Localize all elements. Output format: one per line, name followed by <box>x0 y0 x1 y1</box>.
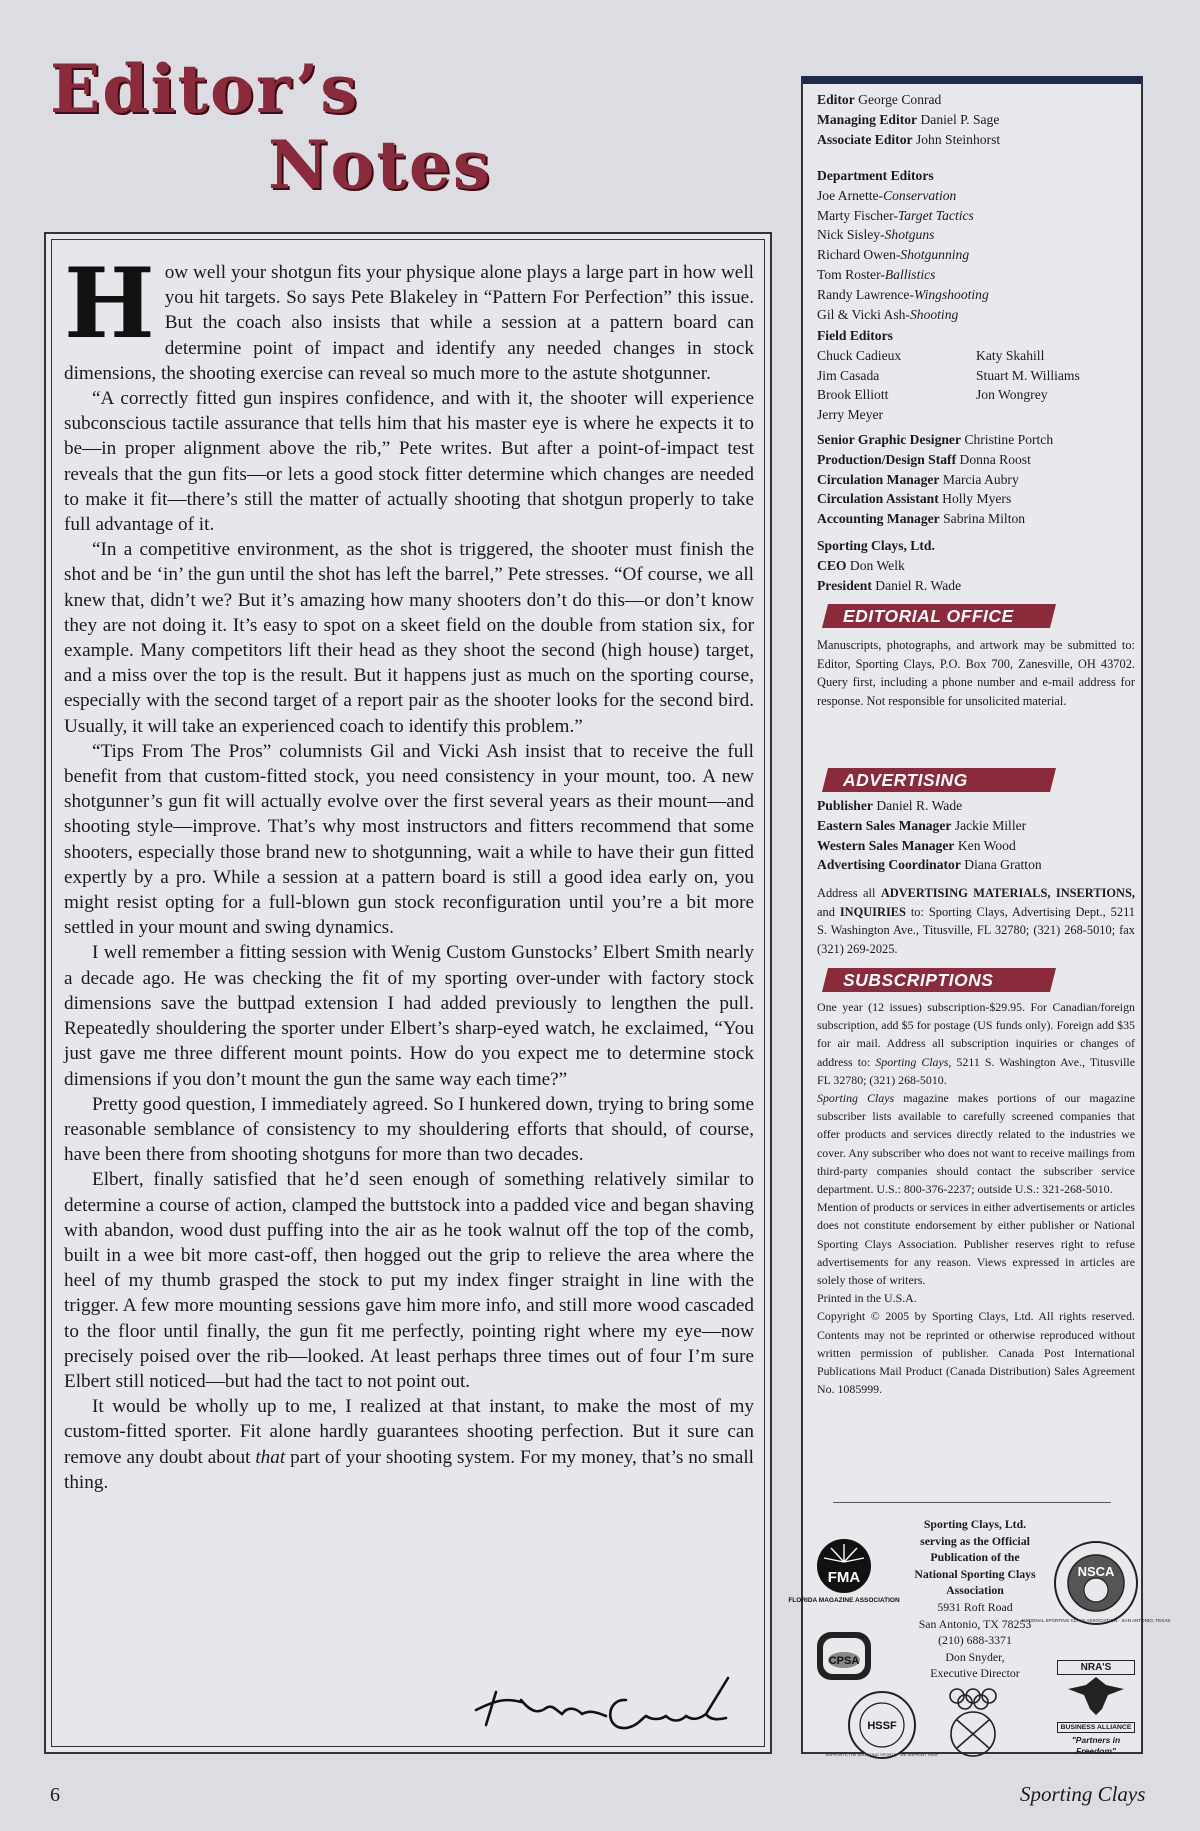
editorial-office-text: Manuscripts, photographs, and artwork may be submitted to: Editor, Sporting Clays, P.O. Box 700, Zanesville, OH 43702. Query first, including a phone number and e-mail address for response. Not responsible for unsolicited material. <box>817 638 1135 708</box>
cpsa-logo <box>815 1630 873 1682</box>
nsca-logo <box>1021 1540 1171 1626</box>
eagle-icon <box>1066 1675 1126 1717</box>
svg-text:FLORIDA MAGAZINE ASSOCIATION: FLORIDA MAGAZINE ASSOCIATION <box>788 1597 900 1604</box>
article-paragraph-7: Elbert, finally satisfied that he’d seen enough of something relatively similar to determine a course of action, clamped the buttstock into a padded vice and began shaving with abandon, wood dust puffing into the air as he took walnut off the top of the comb, built in a wee bit more cast-off, then hogged out the grip to relieve the area where the heel of my thumb grasped the stock to put my index finger straight in line with the trigger. A few more mounting sessions gave him more info, and still more wood cascaded to the floor until finally, the gun fit me perfectly, pointing right where my eye—now precisely poised over the rib—looked. At least perhaps three times out of four I’m sure Elbert still noticed—but had the tact to not point out. <box>64 1169 754 1392</box>
page-number: 6 <box>50 1784 60 1806</box>
svg-text:NSCA: NSCA <box>1077 1564 1115 1579</box>
article-paragraph-1: How well your shotgun fits your physique alone plays a large part in how well you hit targets. So says Pete Blakeley in “Pattern For Perfection” this issue. But the coach also insists that while a session at a pattern board can determine point of impact and identify any needed changes in stock dimensions, the shooting exercise can reveal so much more to the astute shotgunner. <box>64 247 754 384</box>
hssf-logo <box>825 1690 939 1760</box>
staff-list: Editor George Conrad Managing Editor Daniel P. Sage Associate Editor John Steinhorst <box>817 92 1001 147</box>
article-paragraph-2: “A correctly fitted gun inspires confidence, and with it, the shooter will experience subconscious tactile assurance that tells him that his master eye is where he expects it to be—in proper alignment above the rib,” Pete writes. But after a point-of-impact test reveals that the gun fits—or lets a good stock fitter determine which changes are needed to make it fit—there’s still the matter of actually shooting that shotgun properly to take full advantage of it. <box>64 388 754 536</box>
title-line-2: Notes <box>268 126 492 204</box>
title-line-1: Editor’s <box>50 50 360 128</box>
subscriptions-text: One year (12 issues) subscription-$29.95. For Canadian/foreign subscription, add $5 for postage (US funds only). Foreign add $35 for air mail. Address all subscription inquiries or changes of address to: Sporting Clays, 5211 S. Washington Ave., Titusville FL 32780; (321) 268-5010. Sporting Clays magazine makes portions of our magazine subscriber lists available to carefully screened companies that offer products and services directly related to the industries we cover. Any subscriber who does not want to receive mailings from third-party companies should contact the subscriber service department. U.S.: 800-376-2237; outside U.S.: 321-268-5010. Mention of products or services in either advertisements or articles does not constitute endorsement by either publisher or National Sporting Clays Association. Publisher reserves right to refuse advertisements for any reason. Views expressed in articles are solely those of writers. Printed in the U.S.A. Copyright © 2005 by Sporting Clays, Ltd. All rights reserved. Contents may not be reprinted or otherwise reproduced without written permission of publisher. Canada Post International Publications Mail Product (Canada Distribution) Sales Agreement No. 1085999. <box>817 1000 1135 1397</box>
article-body <box>64 247 755 1495</box>
department-editors: Department Editors Joe Arnette-Conservation Marty Fischer-Target Tactics Nick Sisley-Shotguns Richard Owen-Shotgunning Tom Roster-Ballistics Randy Lawrence-Wingshooting Gil & Vicki Ash-Shooting <box>817 168 989 322</box>
svg-text:FMA: FMA <box>827 1569 861 1586</box>
article-box <box>44 232 772 1754</box>
subscriptions-heading: SUBSCRIPTIONS <box>822 968 1056 992</box>
masthead-sidebar <box>788 76 1171 1757</box>
svg-text:NATIONAL SPORTING CLAYS ASSOCI: NATIONAL SPORTING CLAYS ASSOCIATION · SAN ANTONIO, TEXAS <box>1021 1618 1171 1623</box>
advertising-heading: ADVERTISING <box>822 768 1056 792</box>
article-paragraph-6: Pretty good question, I immediately agreed. So I hunkered down, trying to bring some reasonable semblance of consistency to my shouldering efforts that should, of course, have been there from shooting shotguns for more than two decades. <box>64 1093 754 1166</box>
company-officers: Sporting Clays, Ltd. CEO Don Welk President Daniel R. Wade <box>817 538 962 593</box>
svg-text:HSSF: HSSF <box>867 1720 897 1732</box>
article-paragraph-3: “In a competitive environment, as the shot is triggered, the shooter must finish the shot and be ‘in’ the gun until the shot has left the barrel,” Pete stresses. “Of course, we all knew that, didn’t we? But it’s amazing how many shooters don’t do this—or don’t know they are not doing it. It’s easy to spot on a skeet field on the double from station six, for example. Many competitors lift their head as they shoot the second (high house) target, and a miss over the top is the result. But it happens just as much on the sporting course, especially with the second target of a report pair as the shooter looks for the second bird. Usually, it will take an experienced coach to identify this problem.” <box>64 539 754 737</box>
svg-text:CPSA: CPSA <box>828 1655 860 1667</box>
field-editors: Field Editors Chuck Cadieux Jim Casada Brook Elliott Jerry Meyer Katy Skahill Stuart M. Williams Jon Wongrey <box>817 328 1080 423</box>
editorial-office-heading: EDITORIAL OFFICE <box>822 604 1056 628</box>
article-paragraph-5: I well remember a fitting session with Wenig Custom Gunstocks’ Elbert Smith nearly a decade ago. He was checking the fit of my sporting over-under with factory stock dimensions save the buttpad extension I had added previously to lengthen the pull. Repeatedly shouldering the sporter under Elbert’s sharp-eyed watch, he exclaimed, “You just gave me three different mount points. How do you expect me to determine stock dimensions if you don’t mount the gun the same way each time?” <box>64 942 754 1090</box>
drop-cap: H <box>64 247 155 360</box>
magazine-name: Sporting Clays <box>1020 1782 1146 1806</box>
olympic-rings-logo <box>933 1686 1013 1760</box>
svg-text:SUPPORTS THE SHOOTING SPORTS ·: SUPPORTS THE SHOOTING SPORTS · WE SUPPORT HSSF <box>825 1752 939 1757</box>
signature <box>466 1670 766 1740</box>
page-title <box>50 50 570 210</box>
advertising-address: Address all ADVERTISING MATERIALS, INSERTIONS, and INQUIRIES to: Sporting Clays, Advertising Dept., 5211 S. Washington Ave., Titusville, FL 32780; (321) 268-5010; fax (321) 269-2025. <box>817 886 1135 956</box>
article-paragraph-4: “Tips From The Pros” columnists Gil and Vicki Ash insist that to receive the full benefit from that custom-fitted stock, you need consistency in your mount, too. A new shotgunner’s gun fit will actually evolve over the first several years as their mount—and shooting style—improve. That’s why most instructors and fitters recommend that some shooters, especially those brand new to shotgunning, wait a while to have their gun fitted expertly by a pro. While a session at a pattern board is still a good idea early on, you might resist opting for a full-blown gun stock reconfiguration until you’re a bit more settled in your mount and swing dynamics. <box>64 740 754 939</box>
publisher-block: Sporting Clays, Ltd. serving as the Official Publication of the National Sporting Clays Association 5931 Roft Road San Antonio, TX 78253 (210) 688-3371 Don Snyder, Executive Director <box>914 1517 1036 1681</box>
advertising-staff: Publisher Daniel R. Wade Eastern Sales Manager Jackie Miller Western Sales Manager Ken Wood Advertising Coordinator Diana Gratton <box>817 798 1042 873</box>
production-staff: Senior Graphic Designer Christine Portch Production/Design Staff Donna Roost Circulation Manager Marcia Aubry Circulation Assistant Holly Myers Accounting Manager Sabrina Milton <box>817 432 1054 527</box>
masthead-divider <box>833 1502 1111 1503</box>
article-paragraph-8: It would be wholly up to me, I realized at that instant, to make the most of my custom-fitted sporter. Fit alone hardly guarantees shooting perfection. But it sure can remove any doubt about that part of your shooting system. For my money, that’s no small thing. <box>64 1396 755 1493</box>
nra-business-alliance-logo: NRA'S BUSINESS ALLIANCE "Partners in Freedom" <box>1057 1660 1135 1756</box>
fma-logo <box>788 1536 900 1620</box>
